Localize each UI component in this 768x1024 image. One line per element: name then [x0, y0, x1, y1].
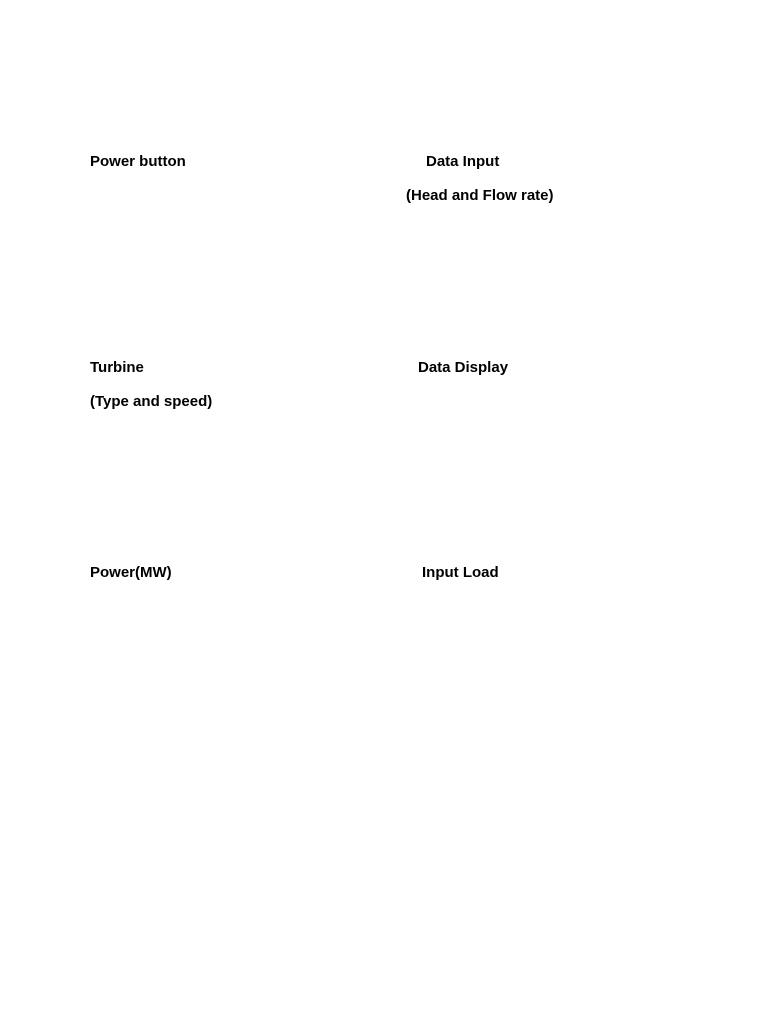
power-mw-label: Power(MW)	[90, 564, 172, 581]
data-display-label: Data Display	[418, 359, 509, 376]
input-load-label: Input Load	[422, 564, 499, 581]
turbine-label: Turbine	[90, 359, 144, 376]
power-button-label: Power button	[90, 153, 186, 170]
head-flow-rate-label: (Head and Flow rate)	[406, 187, 554, 204]
type-speed-label: (Type and speed)	[90, 393, 213, 410]
data-input-label: Data Input	[426, 153, 500, 170]
